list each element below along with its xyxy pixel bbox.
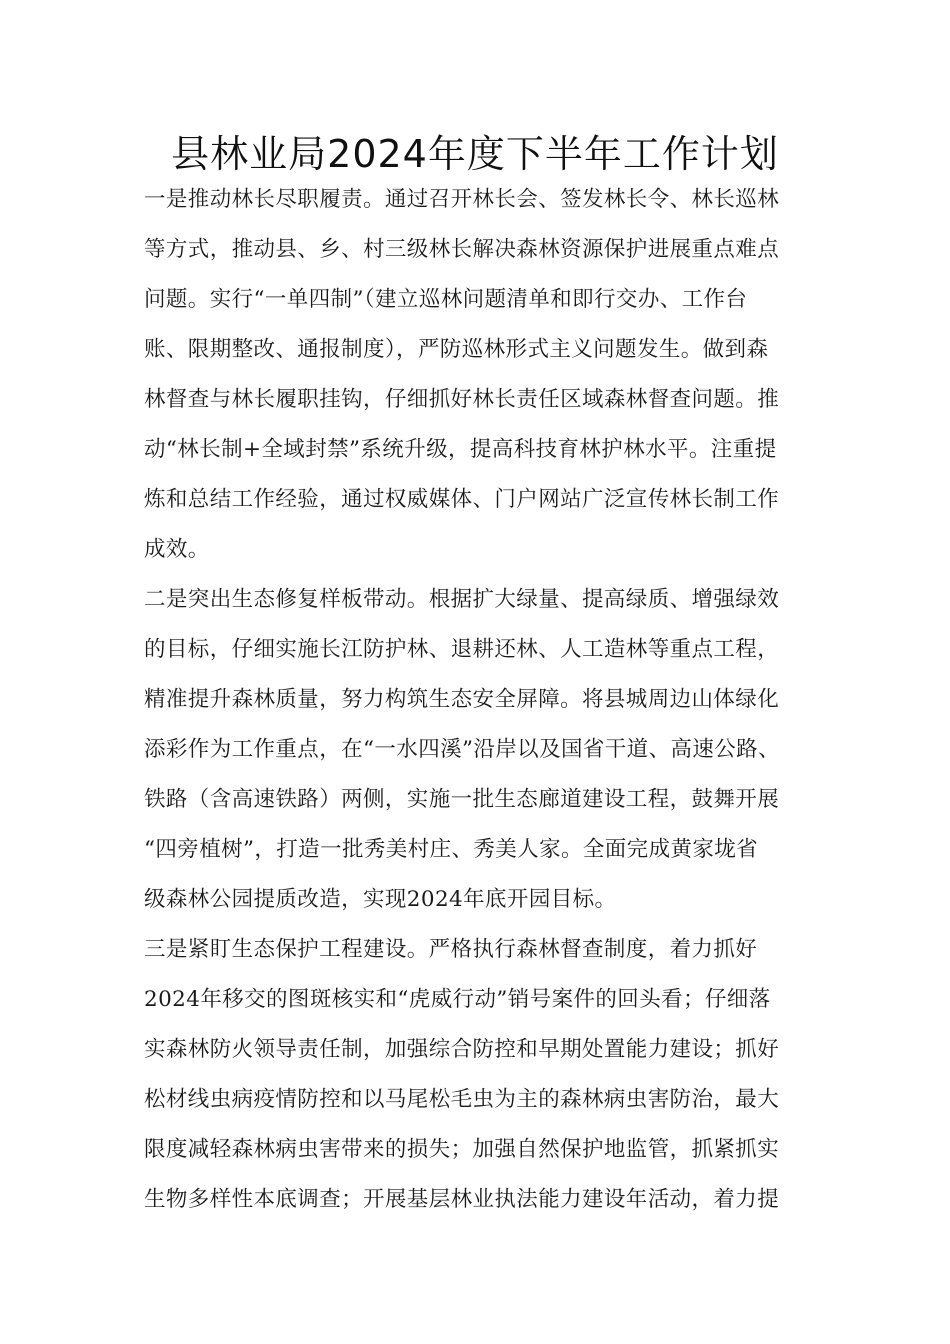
body-line: 问题。实行“一单四制”（建立巡林问题清单和即行交办、工作台 xyxy=(144,287,748,312)
body-line: 添彩作为工作重点，在“一水四溪”沿岸以及国省干道、高速公路、 xyxy=(144,737,780,762)
body-line: 实森林防火领导责任制，加强综合防控和早期处置能力建设；抓好 xyxy=(144,1037,780,1062)
body-line: 动“林长制+全域封禁”系统升级，提高科技育林护林水平。注重提 xyxy=(144,437,777,462)
body-line: 限度减轻森林病虫害带来的损失；加强自然保护地监管，抓紧抓实 xyxy=(144,1137,780,1162)
document-title: 县林业局2024年度下半年工作计划 xyxy=(171,132,779,176)
body-line: 三是紧盯生态保护工程建设。严格执行森林督查制度，着力抓好 xyxy=(144,937,758,962)
body-line: “四旁植树”，打造一批秀美村庄、秀美人家。全面完成黄家垅省 xyxy=(144,837,759,862)
body-line: 生物多样性本底调查；开展基层林业执法能力建设年活动，着力提 xyxy=(144,1187,780,1212)
body-line: 精准提升森林质量，努力构筑生态安全屏障。将县城周边山体绿化 xyxy=(144,687,780,712)
body-line: 成效。 xyxy=(144,537,210,562)
body-line: 账、限期整改、通报制度），严防巡林形式主义问题发生。做到森 xyxy=(144,337,769,362)
body-line: 等方式，推动县、乡、村三级林长解决森林资源保护进展重点难点 xyxy=(144,237,780,262)
body-line: 的目标，仔细实施长江防护林、退耕还林、人工造林等重点工程， xyxy=(144,637,780,662)
body-line: 2024年移交的图斑核实和“虎威行动”销号案件的回头看；仔细落 xyxy=(144,987,771,1012)
body-line: 二是突出生态修复样板带动。根据扩大绿量、提高绿质、增强绿效 xyxy=(144,587,780,612)
body-line: 林督查与林长履职挂钩，仔细抓好林长责任区域森林督查问题。推 xyxy=(144,387,780,412)
body-line: 炼和总结工作经验，通过权威媒体、门户网站广泛宣传林长制工作 xyxy=(144,487,780,512)
body-line: 铁路（含高速铁路）两侧，实施一批生态廊道建设工程，鼓舞开展 xyxy=(144,787,780,812)
body-line: 级森林公园提质改造，实现2024年底开园目标。 xyxy=(144,887,617,912)
body-line: 松材线虫病疫情防控和以马尾松毛虫为主的森林病虫害防治，最大 xyxy=(144,1087,780,1112)
body-line: 一是推动林长尽职履责。通过召开林长会、签发林长令、林长巡林 xyxy=(144,187,780,212)
